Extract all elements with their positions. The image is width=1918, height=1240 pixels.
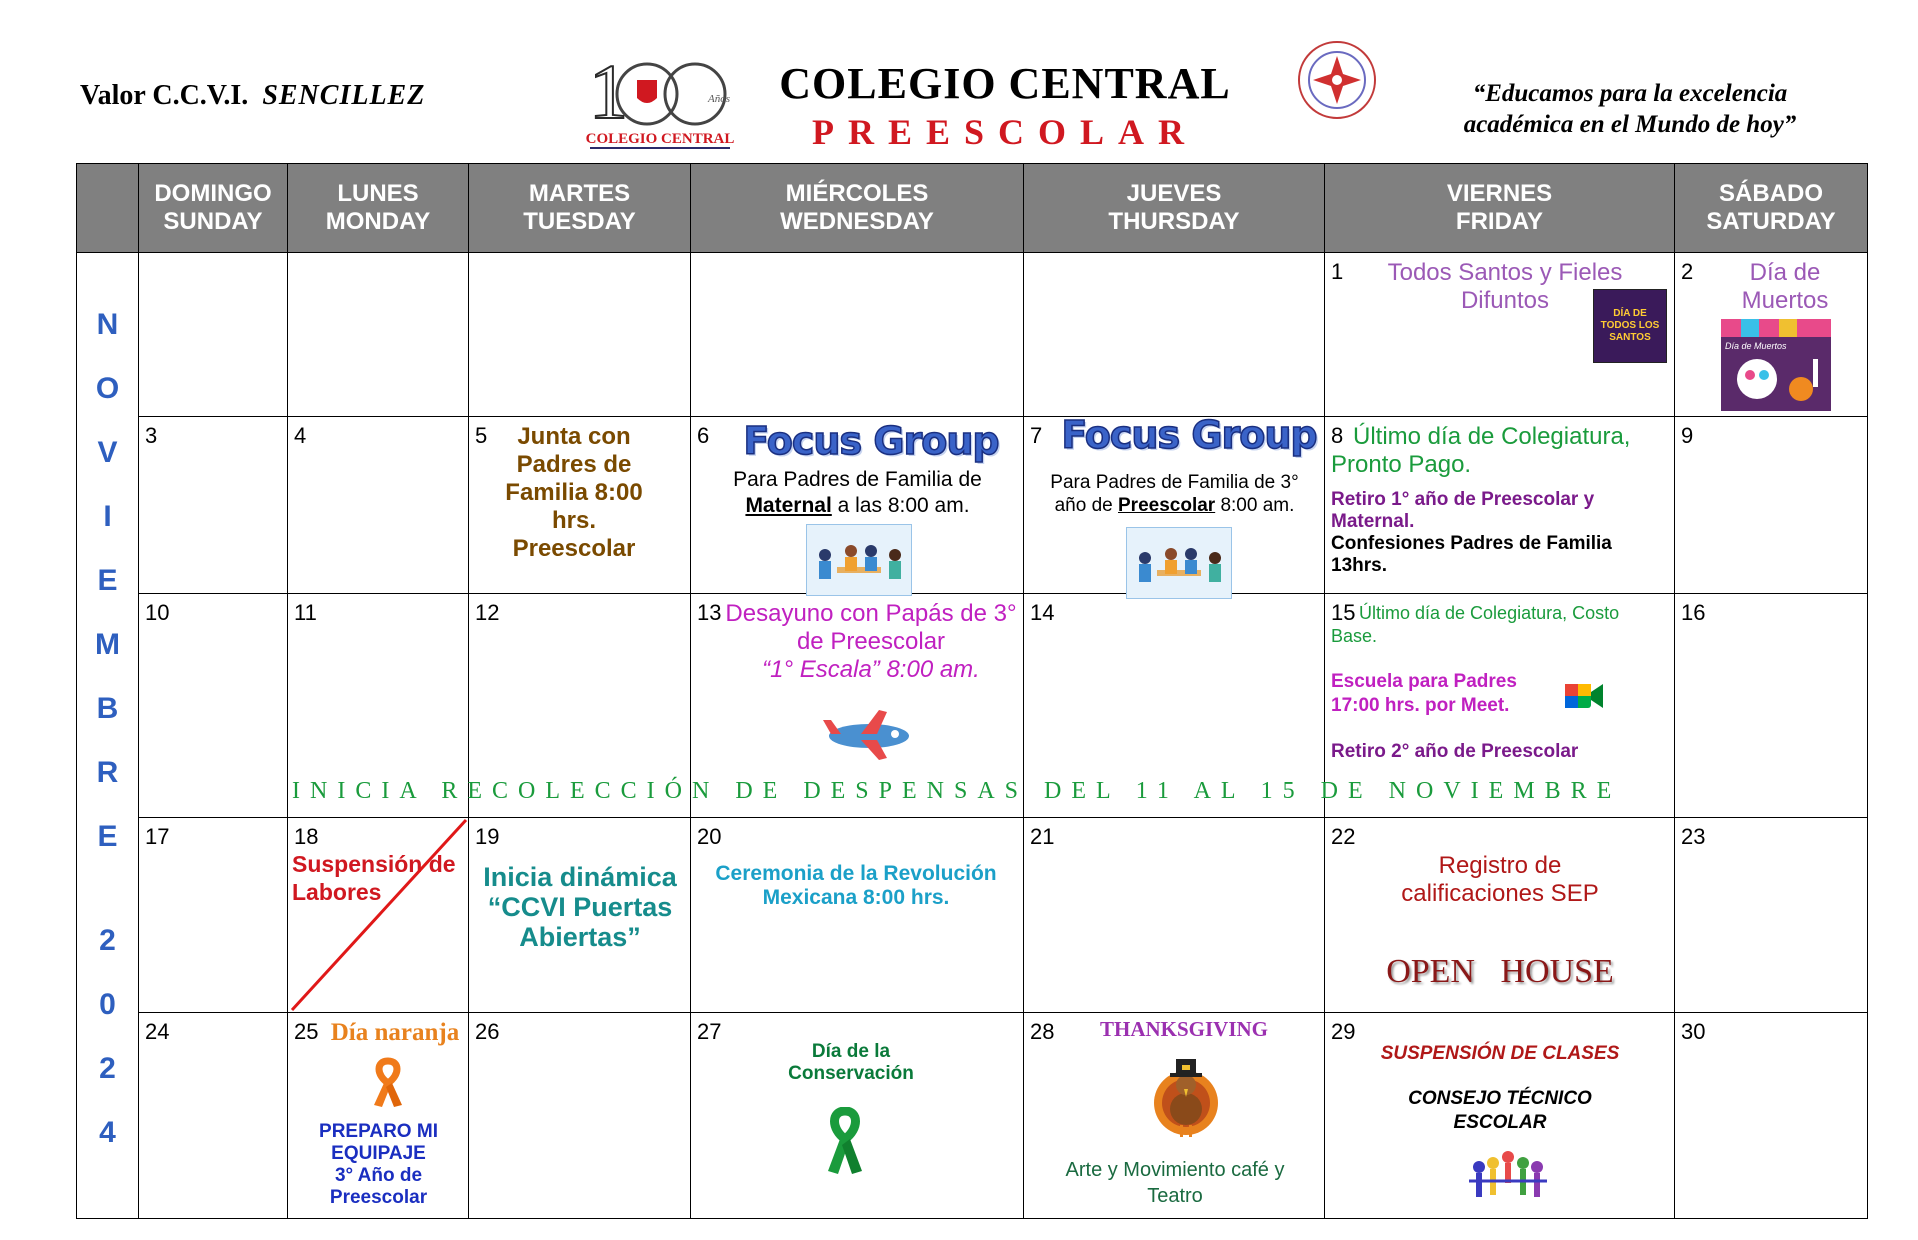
event-retiro-2: Retiro 2° año de Preescolar [1331, 741, 1579, 762]
event-confesiones: Confesiones Padres de Familia 13hrs. [1331, 533, 1612, 576]
day-cell-empty [139, 253, 288, 417]
day-cell-empty [469, 253, 691, 417]
corner-cell [77, 164, 139, 253]
school-title [770, 58, 1240, 153]
valor-label: Valor C.C.V.I. SENCILLEZ [80, 80, 426, 111]
strike-line [288, 818, 469, 1013]
day-cell-3: 3 [139, 417, 288, 594]
day-cell-16: 16 [1675, 594, 1868, 818]
svg-text:Años: Años [708, 93, 730, 105]
day-cell-4: 4 [288, 417, 469, 594]
event-revolucion: Ceremonia de la Revolución Mexicana 8:00 hrs. [715, 862, 997, 909]
event-dia-naranja: Día naranja [330, 1019, 460, 1046]
day-cell-28: 28 THANKSGIVING Arte y Movimiento café y Teatro [1024, 1013, 1325, 1219]
day-cell-9: 9 [1675, 417, 1868, 594]
day-cell-17: 17 [139, 818, 288, 1013]
event-suspension-clases: SUSPENSIÓN DE CLASES [1380, 1043, 1620, 1064]
focus-group-title: Focus Group [743, 419, 999, 463]
event-ultimo-dia-pronto-pago: Último día de Colegiatura, Pronto Pago. [1331, 423, 1631, 478]
day-cell-21: 21 [1024, 818, 1325, 1013]
day-cell-25: 25 Día naranja PREPARO MI EQUIPAJE 3° Año de Preescolar [288, 1013, 469, 1219]
day-cell-22: 22 Registro de calificaciones SEP OPEN HOUSE [1325, 818, 1675, 1013]
day-cell-6: 6 Focus Group Para Padres de Familia de Maternal a las 8:00 am. [691, 417, 1024, 594]
event-consejo-tecnico: CONSEJO TÉCNICO ESCOLAR [1408, 1088, 1592, 1133]
event-focus-maternal: Para Padres de Familia de Maternal a las 8:00 am. [733, 468, 982, 517]
dia-muertos-image: Día de Muertos [1721, 319, 1831, 411]
motto: “Educamos para la excelencia académica en el Mundo de hoy” [1463, 80, 1797, 138]
day-cell-14: 14 [1024, 594, 1325, 818]
day-cell-8: 8 Último día de Colegiatura, Pronto Pago. Retiro 1° año de Preescolar y Maternal. Confesiones Padres de Familia 13hrs. [1325, 417, 1675, 594]
recoleccion-despensas-banner: INICIA RECOLECCIÓN DE DESPENSAS DEL 11 AL 15 DE NOVIEMBRE [292, 778, 1622, 804]
november-calendar [76, 163, 1868, 1219]
people-group-icon [1465, 1147, 1551, 1212]
event-escuela-padres: Escuela para Padres 17:00 hrs. por Meet. [1331, 671, 1517, 716]
event-desayuno-papas: Desayuno con Papás de 3° de Preescolar [725, 600, 1017, 655]
day-cell-27: 27 Día de la Conservación [691, 1013, 1024, 1219]
day-cell-7: 7 Focus Group Para Padres de Familia de 3° año de Preescolar 8:00 am. [1024, 417, 1325, 594]
day-cell-30: 30 [1675, 1013, 1868, 1219]
day-cell-1: 1 Todos Santos y Fieles Difuntos DÍA DE TODOS LOS SANTOS [1325, 253, 1675, 417]
day-cell-11: 11 [288, 594, 469, 818]
day-cell-15: 15 Último día de Colegiatura, Costo Base. Escuela para Padres 17:00 hrs. por Meet. Retiro 2° año de Preescolar [1325, 594, 1675, 818]
day-cell-12: 12 [469, 594, 691, 818]
event-ultimo-dia-costo-base: Último día de Colegiatura, Costo Base. [1331, 603, 1620, 646]
day-cell-18: 18 Suspensión de Labores [288, 818, 469, 1013]
day-header-monday: LUNES MONDAY [288, 164, 469, 253]
day-cell-empty [691, 253, 1024, 417]
school-level: PREESCOLAR [811, 112, 1199, 152]
day-header-friday: VIERNES FRIDAY [1325, 164, 1675, 253]
event-focus-preescolar: Para Padres de Familia de 3° año de Preescolar 8:00 am. [1050, 472, 1299, 516]
valor-word: SENCILLEZ [262, 80, 426, 111]
event-thanksgiving: THANKSGIVING [1099, 1017, 1269, 1041]
google-meet-icon [1565, 680, 1603, 712]
meeting-illustration [1126, 527, 1232, 599]
day-header-thursday: JUEVES THURSDAY [1024, 164, 1325, 253]
orange-ribbon-icon [370, 1057, 406, 1114]
day-header-wednesday: MIÉRCOLES WEDNESDAY [691, 164, 1024, 253]
turkey-icon [1146, 1051, 1226, 1146]
day-cell-24: 24 [139, 1013, 288, 1219]
day-cell-26: 26 [469, 1013, 691, 1219]
day-cell-2: 2 Día de Muertos Día de Muertos [1675, 253, 1868, 417]
event-preparo-equipaje: PREPARO MI EQUIPAJE 3° Año de Preescolar [319, 1121, 438, 1208]
day-cell-5: 5 Junta con Padres de Familia 8:00 hrs. Preescolar [469, 417, 691, 594]
event-arte-movimiento: Arte y Movimiento café y Teatro [1065, 1159, 1285, 1207]
day-header-saturday: SÁBADO SATURDAY [1675, 164, 1868, 253]
day-cell-29: 29 SUSPENSIÓN DE CLASES CONSEJO TÉCNICO ESCOLAR [1325, 1013, 1675, 1219]
day-cell-empty [288, 253, 469, 417]
focus-group-title: Focus Group [1061, 413, 1317, 457]
event-dia-conservacion: Día de la Conservación [788, 1041, 914, 1084]
school-name: COLEGIO CENTRAL [779, 59, 1231, 108]
school-seal-icon [1295, 38, 1379, 122]
day-cell-23: 23 [1675, 818, 1868, 1013]
svg-text:COLEGIO CENTRAL: COLEGIO CENTRAL [585, 131, 735, 147]
green-ribbon-icon [823, 1107, 867, 1182]
month-label: N O V I E M B R E 2 0 2 4 [77, 253, 139, 1219]
centenary-logo [585, 52, 735, 152]
event-retiro-1: Retiro 1° año de Preescolar y Maternal. [1331, 489, 1595, 532]
day-header-sunday: DOMINGO SUNDAY [139, 164, 288, 253]
event-junta-padres: Junta con Padres de Familia 8:00 hrs. Preescolar [505, 423, 643, 562]
day-cell-10: 10 [139, 594, 288, 818]
event-puertas-abiertas: Inicia dinámica “CCVI Puertas Abiertas” [483, 862, 677, 952]
day-header-tuesday: MARTES TUESDAY [469, 164, 691, 253]
day-cell-13: 13 Desayuno con Papás de 3° de Preescolar “1° Escala” 8:00 am. [691, 594, 1024, 818]
airplane-icon [821, 704, 917, 764]
todos-santos-image: DÍA DE TODOS LOS SANTOS [1593, 289, 1667, 363]
event-suspension-labores: Suspensión de Labores [292, 851, 456, 905]
event-dia-muertos: Día de Muertos [1741, 259, 1829, 314]
event-primera-escala: “1° Escala” 8:00 am. [762, 656, 980, 683]
day-cell-20: 20 Ceremonia de la Revolución Mexicana 8:00 hrs. [691, 818, 1024, 1013]
event-open-house: OPEN HOUSE [1386, 953, 1614, 990]
meeting-illustration [806, 524, 912, 596]
svg-text:1: 1 [589, 52, 628, 135]
day-cell-empty [1024, 253, 1325, 417]
event-todos-santos: Todos Santos y Fieles Difuntos [1387, 259, 1623, 314]
day-cell-19: 19 Inicia dinámica “CCVI Puertas Abiertas” [469, 818, 691, 1013]
event-registro-sep: Registro de calificaciones SEP [1401, 852, 1599, 907]
